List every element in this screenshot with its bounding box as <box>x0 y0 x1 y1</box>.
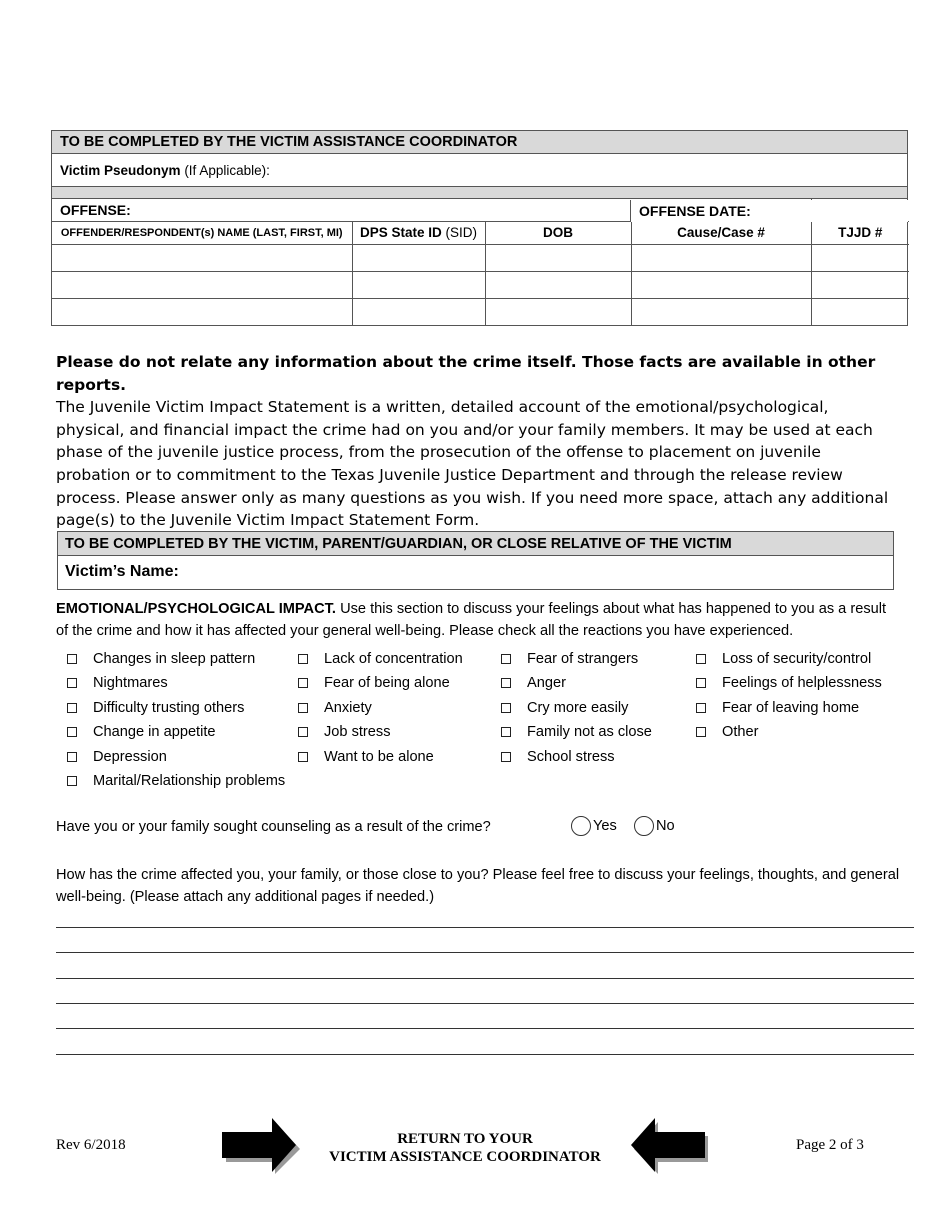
radio-circle-icon[interactable] <box>634 816 654 836</box>
table-cell[interactable] <box>352 271 485 298</box>
checkbox-icon[interactable] <box>67 752 77 762</box>
table-cell[interactable] <box>631 298 811 325</box>
counseling-question: Have you or your family sought counseling as a result of the crime? <box>56 819 491 835</box>
page-number: Page 2 of 3 <box>796 1137 864 1153</box>
emotional-text: Use this section to discuss your feelings about what has happened to you as a result of the crime and how it has affected your general well-being. Please check all the reactions you have experienced. <box>56 601 887 639</box>
right-arrow-icon <box>222 1116 302 1174</box>
return-line-2: VICTIM ASSISTANCE COORDINATOR <box>329 1149 601 1165</box>
table-cell[interactable] <box>485 244 631 271</box>
affected-question: How has the crime affected you, your family, or those close to you? Please feel free to discuss your feelings, thoughts, and general well-being. (Please attach any additional pages if needed.) <box>56 867 900 905</box>
checkbox-icon[interactable] <box>298 678 308 688</box>
table-cell[interactable] <box>52 244 352 271</box>
col-dob: DOB <box>485 221 631 244</box>
return-instruction <box>310 1130 620 1166</box>
table-cell[interactable] <box>631 271 811 298</box>
checkbox-icon[interactable] <box>67 776 77 786</box>
victim-section <box>57 531 894 590</box>
col-cause-case: Cause/Case # <box>631 221 811 244</box>
answer-line[interactable] <box>56 978 914 979</box>
revision-date: Rev 6/2018 <box>56 1137 126 1153</box>
radio-circle-icon[interactable] <box>571 816 591 836</box>
checkbox-icon[interactable] <box>298 703 308 713</box>
checkbox-icon[interactable] <box>298 727 308 737</box>
pseudonym-label: Victim Pseudonym <box>60 163 181 178</box>
checkbox-icon[interactable] <box>696 703 706 713</box>
checkbox-icon[interactable] <box>501 703 511 713</box>
checkbox-icon[interactable] <box>696 727 706 737</box>
victim-pseudonym-field[interactable] <box>52 154 907 187</box>
answer-line[interactable] <box>56 1028 914 1029</box>
table-cell[interactable] <box>811 244 909 271</box>
table-cell[interactable] <box>811 298 909 325</box>
checkbox-icon[interactable] <box>67 678 77 688</box>
return-line-1: RETURN TO YOUR <box>397 1131 533 1147</box>
table-cell[interactable] <box>52 298 352 325</box>
checkbox-icon[interactable] <box>298 654 308 664</box>
checkbox-icon[interactable] <box>67 703 77 713</box>
answer-line[interactable] <box>56 952 914 953</box>
answer-line[interactable] <box>56 1054 914 1055</box>
intro-bold: Please do not relate any information about the crime itself. Those facts are available in other reports. <box>56 353 876 394</box>
table-cell[interactable] <box>52 271 352 298</box>
checkbox-icon[interactable] <box>67 727 77 737</box>
emotional-title: EMOTIONAL/PSYCHOLOGICAL IMPACT. <box>56 601 336 617</box>
col-offender-name: OFFENDER/RESPONDENT(s) NAME (LAST, FIRST, MI) <box>52 221 352 244</box>
dps-label: DPS State ID <box>359 225 442 240</box>
checkbox-icon[interactable] <box>501 752 511 762</box>
table-cell[interactable] <box>485 298 631 325</box>
table-cell[interactable] <box>352 298 485 325</box>
checkbox-icon[interactable] <box>501 727 511 737</box>
coordinator-section <box>51 130 908 326</box>
spacer-row <box>52 187 907 199</box>
pseudonym-note: (If Applicable): <box>184 163 270 178</box>
left-arrow-icon <box>630 1116 710 1174</box>
intro-body: The Juvenile Victim Impact Statement is a written, detailed account of the emotional/psychological, physical, and financial impact the crime had on you and/or your family members. It may be used at each phase of the juvenile justice process, from the prosecution of the offense to placement on juvenile probation or to commitment to the Texas Juvenile Justice Department and through the release review process. Please answer only as many questions as you wish. If you need more space, attach any additional page(s) to the Juvenile Victim Impact Statement Form. <box>56 398 889 530</box>
checkbox-icon[interactable] <box>696 654 706 664</box>
checkbox-icon[interactable] <box>67 654 77 664</box>
dps-note: (SID) <box>445 225 478 240</box>
offense-date-label: OFFENSE DATE: <box>639 203 751 219</box>
table-cell[interactable] <box>631 244 811 271</box>
table-cell[interactable] <box>811 271 909 298</box>
checkbox-icon[interactable] <box>501 678 511 688</box>
victim-header: TO BE COMPLETED BY THE VICTIM, PARENT/GUARDIAN, OR CLOSE RELATIVE OF THE VICTIM <box>58 532 893 556</box>
checkbox-icon[interactable] <box>298 752 308 762</box>
coordinator-header: TO BE COMPLETED BY THE VICTIM ASSISTANCE COORDINATOR <box>52 131 907 154</box>
checkbox-icon[interactable] <box>696 678 706 688</box>
offense-label: OFFENSE: <box>60 201 131 218</box>
col-tjjd: TJJD # <box>811 221 909 244</box>
answer-line[interactable] <box>56 927 914 928</box>
table-cell[interactable] <box>485 271 631 298</box>
checkbox-icon[interactable] <box>501 654 511 664</box>
answer-line[interactable] <box>56 1003 914 1004</box>
intro-text <box>56 351 896 532</box>
table-cell[interactable] <box>352 244 485 271</box>
victim-name-field[interactable] <box>58 556 893 589</box>
col-dps-state-id <box>352 221 485 244</box>
victim-name-label: Victim’s Name: <box>65 563 179 580</box>
emotional-intro <box>56 599 901 642</box>
offense-date-field[interactable] <box>630 200 908 222</box>
